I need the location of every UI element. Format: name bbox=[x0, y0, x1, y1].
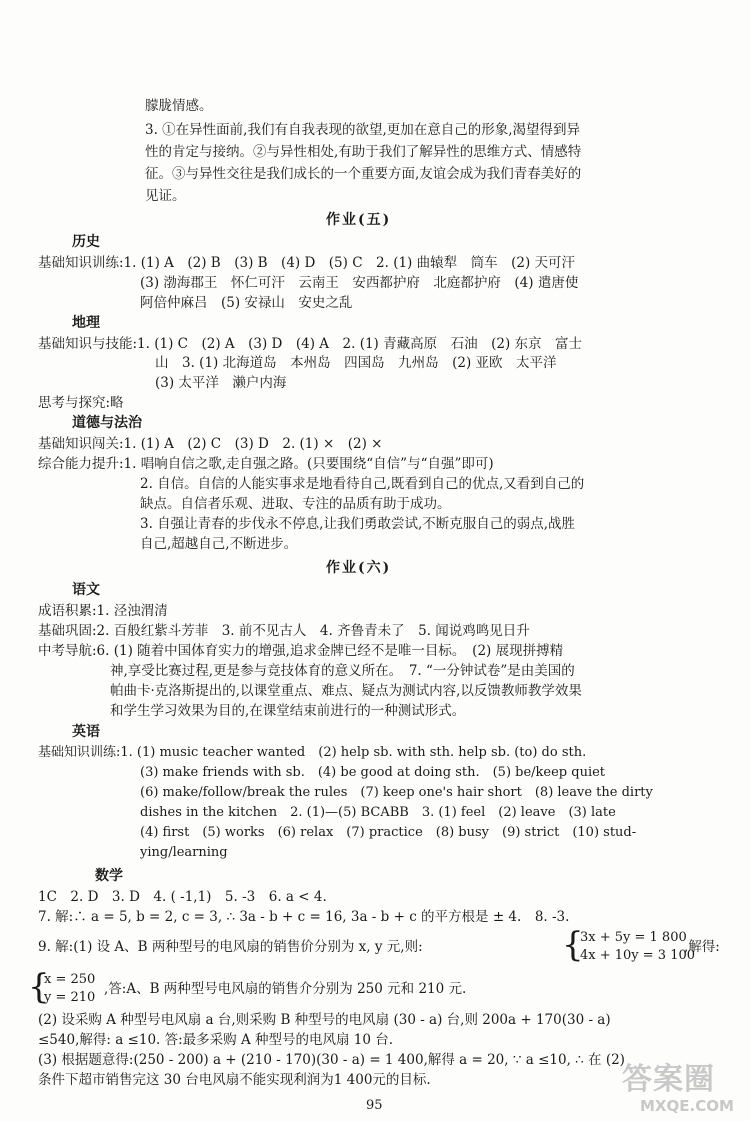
text-line: 3. ①在异性面前,我们有自我表现的欲望,更加在意自己的形象,渴望得到异 bbox=[145, 122, 581, 138]
text-line: 性的肯定与接纳。②与异性相处,有助于我们了解异性的思维方式、情感特 bbox=[145, 144, 582, 160]
text-line: 阿倍仲麻吕 (5) 安禄山 安史之乱 bbox=[140, 295, 353, 311]
text-line: 基础知识与技能:1. (1) C (2) A (3) D (4) A 2. (1) 青藏高原 石油 (2) 东京 富士 bbox=[38, 336, 583, 352]
text-line: 9. 解:(1) 设 A、B 两种型号的电风扇的销售价分别为 x, y 元,则: bbox=[38, 939, 423, 955]
text-line: 2. 自信。自信的人能实事求是地看待自己,既看到自己的优点,又看到自己的 bbox=[140, 476, 585, 492]
watermark-logo: 答案圈 bbox=[622, 1062, 715, 1097]
text-line: 3. 自强让青春的步伐永不停息,让我们勇敢尝试,不断克服自己的弱点,战胜 bbox=[140, 516, 576, 532]
text-line: 缺点。自信者乐观、进取、专注的品质有助于成功。 bbox=[140, 496, 451, 512]
text-line: 基础知识闯关:1. (1) A (2) C (3) D 2. (1) × (2) × bbox=[38, 436, 383, 452]
text-line: 基础知识训练:1. (1) music teacher wanted (2) help sb. with sth. help sb. (to) do sth. bbox=[38, 745, 587, 760]
text-line: (2) 设采购 A 种型号电风扇 a 台,则采购 B 种型号的电风扇 (30 - a) 台,则 200a + 170(30 - a) bbox=[38, 1012, 611, 1028]
text-line: ≤540,解得: a ≤10. 答:最多采购 A 种型号的电风扇 10 台. bbox=[38, 1032, 394, 1048]
text-line: (4) first (5) works (6) relax (7) practice (8) busy (9) strict (10) stud- bbox=[140, 825, 637, 840]
page-number: 95 bbox=[366, 1098, 383, 1113]
subject-heading-moral: 道德与法治 bbox=[72, 415, 142, 431]
text-line: (3) 渤海郡王 怀仁可汗 云南王 安西都护府 北庭都护府 (4) 遣唐使 bbox=[140, 275, 579, 291]
text-line: 1C 2. D 3. D 4. ( -1,1) 5. -3 6. a < 4. bbox=[38, 889, 327, 905]
text-line: 和学生学习效果为目的,在课堂结束前进行的一种测试形式。 bbox=[110, 703, 466, 719]
equation: 3x + 5y = 1 800 bbox=[580, 930, 687, 945]
text-line: 山 3. (1) 北海道岛 本州岛 四国岛 九州岛 (2) 亚欧 太平洋 bbox=[155, 355, 557, 371]
section-title-5: 作业(五) bbox=[326, 212, 392, 228]
text-line: 基础巩固:2. 百般红紫斗芳菲 3. 前不见古人 4. 齐鲁青未了 5. 闻说鸡鸣见日升 bbox=[38, 623, 530, 639]
text-line: (3) make friends with sb. (4) be good at doing sth. (5) be/keep quiet bbox=[140, 765, 606, 780]
left-brace: { bbox=[28, 967, 50, 1007]
text-line: 见证。 bbox=[145, 188, 186, 204]
text-line: 思考与探究:略 bbox=[38, 395, 124, 411]
text-line: 7. 解:∴ a = 5, b = 2, c = 3, ∴ 3a - b + c = 16, 3a - b + c 的平方根是 ± 4. 8. -3. bbox=[38, 909, 570, 925]
text-line: 征。③与异性交往是我们成长的一个重要方面,友谊会成为我们青春美好的 bbox=[145, 166, 582, 182]
text-line: 条件下超市销售完这 30 台电风扇不能实现利润为1 400元的目标. bbox=[38, 1072, 431, 1088]
text-line: dishes in the kitchen 2. (1)—(5) BCABB 3. (1) feel (2) leave (3) late bbox=[140, 805, 616, 820]
text-line: (3) 太平洋 濑户内海 bbox=[155, 375, 287, 391]
text-line: ,答:A、B 两种型号电风扇的销售介分别为 250 元和 210 元. bbox=[104, 981, 467, 997]
text-line: 帕曲卡·克洛斯提出的,以课堂重点、难点、疑点为测试内容,以反馈教师教学效果 bbox=[110, 683, 582, 699]
subject-heading-history: 历史 bbox=[72, 234, 100, 250]
watermark-url: MXQE.COM bbox=[640, 1097, 734, 1115]
text-line: ying/learning bbox=[140, 845, 228, 860]
text-line: (3) 根据题意得:(250 - 200) a + (210 - 170)(30 - a) = 1 400,解得 a = 20, ∵ a ≤10, ∴ 在 (2) bbox=[38, 1052, 625, 1068]
text-line: 中考导航:6. (1) 随着中国体育实力的增强,追求金牌已经不是唯一目标。 (2) 展现拼搏精 bbox=[38, 643, 564, 659]
text-line: 朦胧情感。 bbox=[145, 98, 213, 114]
text-line: 成语积累:1. 泾浊渭清 bbox=[38, 603, 168, 619]
text-line: 神,享受比赛过程,更是参与竞技体育的意义所在。 7. “一分钟试卷”是由美国的 bbox=[110, 663, 575, 679]
text-line: 基础知识训练:1. (1) A (2) B (3) B (4) D (5) C 2. (1) 曲辕犁 筒车 (2) 天可汗 bbox=[38, 255, 576, 271]
equation: y = 210 bbox=[44, 990, 96, 1005]
subject-heading-chinese: 语文 bbox=[72, 582, 100, 598]
text-line: 自己,超越自己,不断进步。 bbox=[140, 536, 298, 552]
equation: 4x + 10y = 3 100 bbox=[580, 948, 696, 963]
subject-heading-english: 英语 bbox=[72, 724, 100, 740]
subject-heading-geography: 地理 bbox=[72, 315, 100, 331]
text-line: ,解得: bbox=[684, 939, 720, 955]
left-brace: { bbox=[562, 925, 584, 965]
text-line: (6) make/follow/break the rules (7) keep one's hair short (8) leave the dirty bbox=[140, 785, 653, 800]
subject-heading-math: 数学 bbox=[95, 868, 123, 884]
section-title-6: 作业(六) bbox=[326, 560, 392, 576]
equation: x = 250 bbox=[44, 972, 96, 987]
text-line: 综合能力提升:1. 唱响自信之歌,走自强之路。(只要围绕“自信”与“自强”即可) bbox=[38, 456, 494, 472]
